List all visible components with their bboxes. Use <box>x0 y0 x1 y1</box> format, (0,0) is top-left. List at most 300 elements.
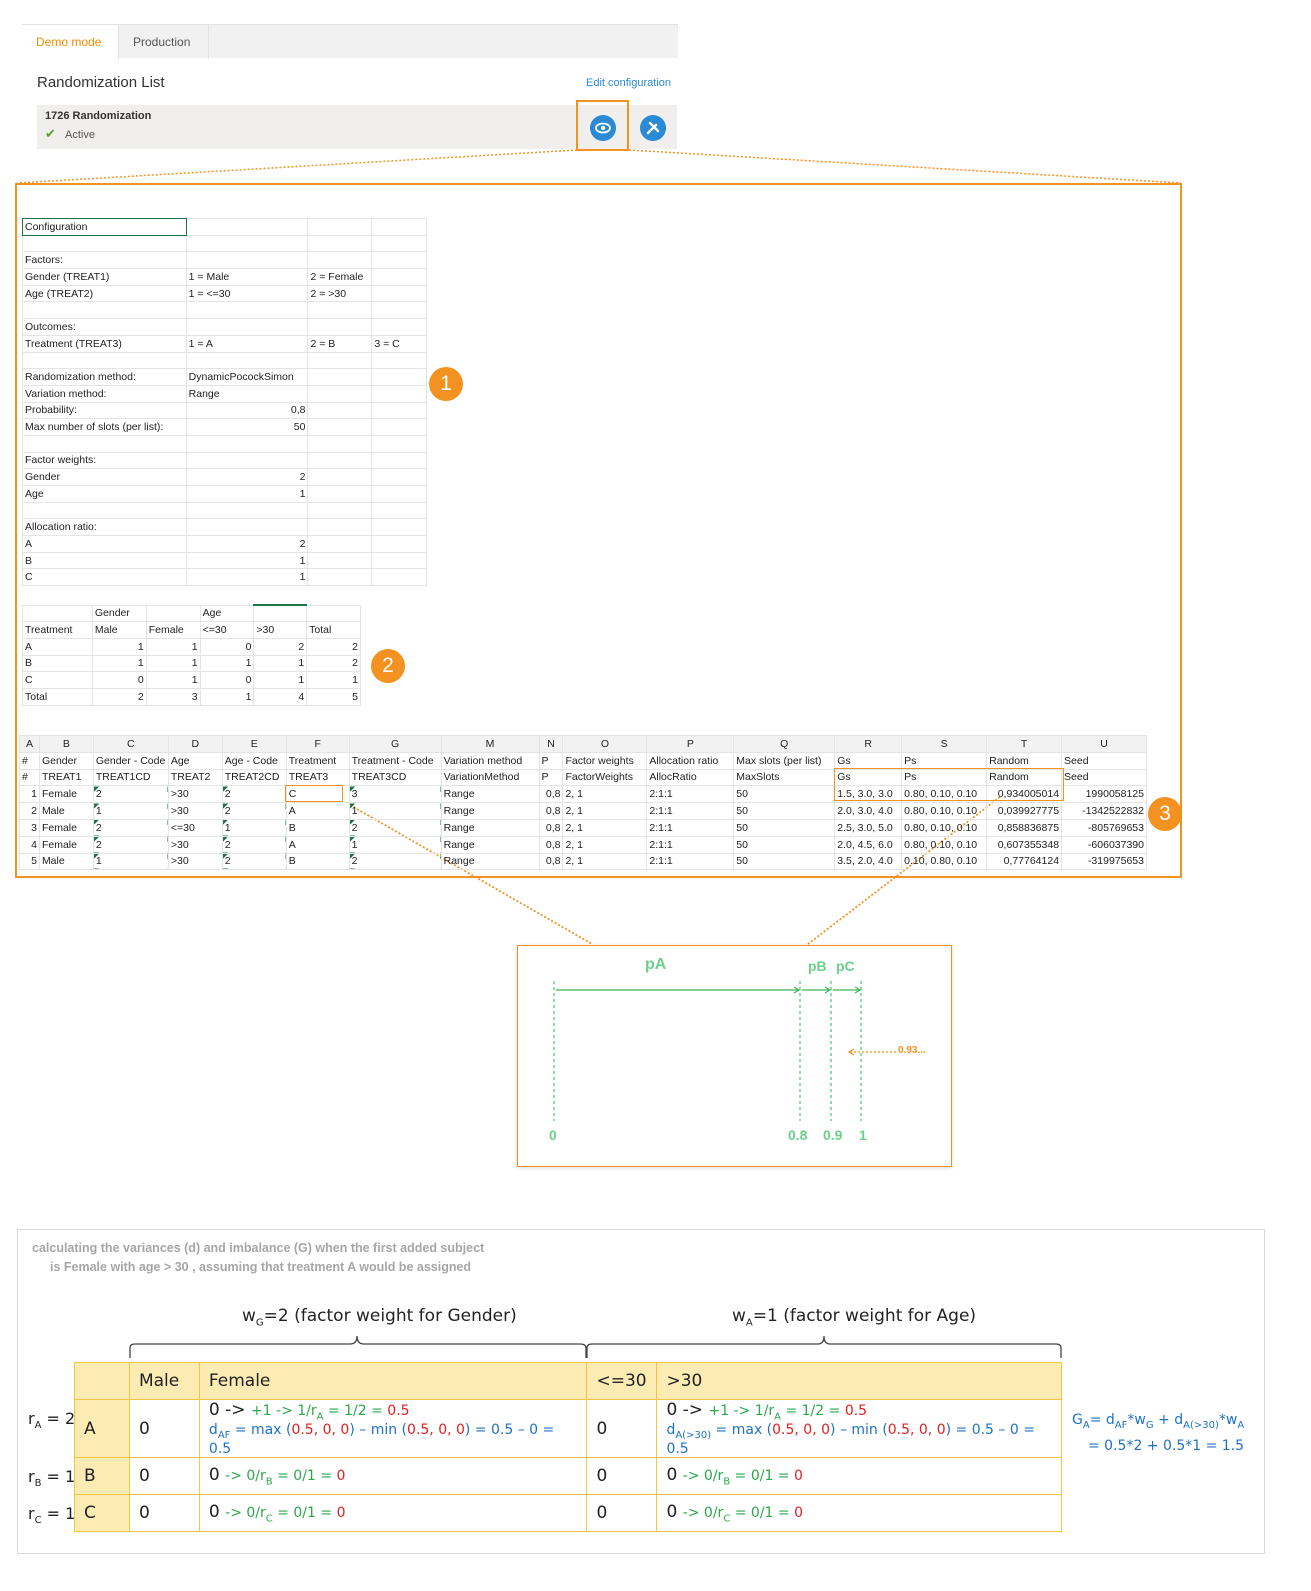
sheet-cell: Allocation ratio <box>647 752 734 769</box>
config-cell <box>372 369 427 386</box>
sheet-cell: B <box>286 853 349 870</box>
config-cell <box>308 435 372 452</box>
note-line-1: calculating the variances (d) and imbalance (G) when the first added subject <box>32 1241 485 1255</box>
config-cell <box>308 552 372 569</box>
sheet-cell: -319975653 <box>1062 853 1147 870</box>
cell-a-male: 0 <box>129 1400 199 1458</box>
config-cell <box>308 219 372 236</box>
config-cell <box>372 385 427 402</box>
config-cell: Configuration <box>23 219 187 236</box>
step-badge-3: 3 <box>1148 797 1182 831</box>
sheet-cell: Range <box>441 853 539 870</box>
sheet-cell: Seed <box>1062 769 1147 786</box>
imbalance-table <box>74 1362 1062 1532</box>
config-cell <box>372 502 427 519</box>
sheet-cell: Age - Code <box>222 752 286 769</box>
config-cell: 2 = B <box>308 335 372 352</box>
summary-cell: Age <box>200 605 254 622</box>
sheet-cell: Age <box>168 752 222 769</box>
sheet-cell: Male <box>39 803 93 820</box>
config-cell <box>308 469 372 486</box>
config-cell: C <box>23 569 187 586</box>
sheet-cell: Range <box>441 803 539 820</box>
note-line-2: is Female with age > 30 , assuming that treatment A would be assigned <box>50 1260 472 1274</box>
summary-cell: 1 <box>254 655 307 672</box>
probability-diagram <box>517 945 952 1167</box>
sheet-cell: A <box>286 803 349 820</box>
config-cell: Gender (TREAT1) <box>23 269 187 286</box>
config-cell: A <box>23 536 187 553</box>
summary-cell: 1 <box>92 638 146 655</box>
sheet-cell: Female <box>39 819 93 836</box>
config-cell: 1 = Male <box>186 269 308 286</box>
config-cell <box>308 319 372 336</box>
sheet-cell: S <box>902 736 987 753</box>
config-cell <box>308 369 372 386</box>
cell-c-female: $0 -> 0/r_C = 0/1 = 0$ <box>199 1495 587 1532</box>
pa-label: pA <box>645 956 667 973</box>
sheet-cell: 1 <box>93 803 168 820</box>
sheet-cell: TREAT2CD <box>222 769 286 786</box>
tick-0-8: 0.8 <box>788 1127 808 1143</box>
sheet-cell: 2.0, 3.0, 4.0 <box>835 803 902 820</box>
sheet-cell: 2, 1 <box>563 819 647 836</box>
summary-table <box>22 604 361 706</box>
cell-a-gt30: $0 -> +1 -> 1/r_A = 1/2 = 0.5$ $d_{A(>30)} = \max (0.5$, 0, 0) – min (0.5, 0, 0) = 0.5 – 0 = 0.5 <box>657 1400 1062 1458</box>
summary-cell: 4 <box>254 688 307 705</box>
sheet-cell: VariationMethod <box>441 769 539 786</box>
config-cell <box>186 452 308 469</box>
sheet-cell: Female <box>39 786 93 803</box>
config-cell: 1 <box>186 569 308 586</box>
sheet-cell: 50 <box>734 786 835 803</box>
config-cell <box>308 419 372 436</box>
summary-cell: 0 <box>200 672 254 689</box>
sheet-cell: 1 <box>20 786 40 803</box>
config-cell: Treatment (TREAT3) <box>23 335 187 352</box>
config-cell <box>308 519 372 536</box>
summary-cell: Total <box>307 622 361 639</box>
sheet-cell: Gs <box>835 769 902 786</box>
sheet-cell: >30 <box>168 803 222 820</box>
summary-cell: 2 <box>307 638 361 655</box>
sheet-cell: 0,8 <box>539 786 563 803</box>
config-cell <box>186 219 308 236</box>
corner-cell <box>75 1363 130 1400</box>
sheet-cell: Seed <box>1062 752 1147 769</box>
gender-weight-label: $w_G=2$ (factor weight for Gender) <box>242 1306 517 1329</box>
summary-cell: >30 <box>254 622 307 639</box>
sheet-cell: Male <box>39 853 93 870</box>
sheet-cell: 50 <box>734 836 835 853</box>
config-cell <box>372 435 427 452</box>
sheet-cell: F <box>286 736 349 753</box>
sheet-cell: Gs <box>835 752 902 769</box>
config-cell: Range <box>186 385 308 402</box>
page-title: Randomization List <box>37 74 165 91</box>
sheet-cell: C <box>286 786 349 803</box>
sheet-cell: 0,934005014 <box>987 786 1062 803</box>
sheet-cell: >30 <box>168 836 222 853</box>
tick-0: 0 <box>549 1127 557 1143</box>
sheet-cell: 0,858836875 <box>987 819 1062 836</box>
config-cell <box>372 402 427 419</box>
sheet-cell: 2 <box>222 803 286 820</box>
config-cell: Outcomes: <box>23 319 187 336</box>
cell-c-le30: 0 <box>587 1495 657 1532</box>
config-cell <box>186 302 308 319</box>
config-cell: 1 <box>186 486 308 503</box>
imbalance-formula: $G_A= d_{AF}*w_G + d_{A(>30)}*w_A$ = 0.5*2 + 0.5*1 = 1.5 <box>1072 1412 1245 1454</box>
cell-b-female: $0 -> 0/r_B = 0/1 = 0$ <box>199 1458 587 1495</box>
summary-cell: Female <box>146 622 200 639</box>
sheet-cell: 2 <box>222 836 286 853</box>
config-cell <box>186 519 308 536</box>
summary-cell: B <box>23 655 93 672</box>
summary-cell <box>146 605 200 622</box>
sheet-cell: 4 <box>20 836 40 853</box>
sheet-cell: 2 <box>222 853 286 870</box>
sheet-cell: 1990058125 <box>1062 786 1147 803</box>
sheet-cell: Treatment - Code <box>349 752 441 769</box>
sheet-cell: P <box>539 769 563 786</box>
sheet-cell: 0,8 <box>539 803 563 820</box>
config-cell: 2 = >30 <box>308 285 372 302</box>
sheet-cell: 0,8 <box>539 819 563 836</box>
sheet-cell: 1 <box>93 853 168 870</box>
config-cell <box>372 486 427 503</box>
config-cell: 50 <box>186 419 308 436</box>
header-female: Female <box>199 1363 587 1400</box>
config-cell: Probability: <box>23 402 187 419</box>
sheet-cell: TREAT3 <box>286 769 349 786</box>
config-cell <box>372 269 427 286</box>
sheet-cell: -606037390 <box>1062 836 1147 853</box>
config-cell <box>308 385 372 402</box>
summary-cell: Male <box>92 622 146 639</box>
sheet-cell: 3 <box>349 786 441 803</box>
config-cell <box>308 402 372 419</box>
summary-cell: 1 <box>146 672 200 689</box>
sheet-cell: 2.5, 3.0, 5.0 <box>835 819 902 836</box>
sheet-cell: M <box>441 736 539 753</box>
ratio-b: $r_B = 1$ <box>28 1467 76 1490</box>
sheet-cell: 50 <box>734 803 835 820</box>
sheet-cell: Female <box>39 836 93 853</box>
config-cell: Allocation ratio: <box>23 519 187 536</box>
sheet-cell: # <box>20 752 40 769</box>
sheet-cell: 2:1:1 <box>647 803 734 820</box>
summary-cell: 2 <box>307 655 361 672</box>
sheet-cell: MaxSlots <box>734 769 835 786</box>
summary-cell: 5 <box>307 688 361 705</box>
tab-production[interactable]: Production <box>119 25 209 59</box>
config-cell <box>308 502 372 519</box>
configuration-table <box>22 218 427 586</box>
sheet-cell: A <box>20 736 40 753</box>
sheet-cell: TREAT3CD <box>349 769 441 786</box>
sheet-cell: 2 <box>349 819 441 836</box>
config-cell: Age (TREAT2) <box>23 285 187 302</box>
calculation-note <box>32 1239 484 1277</box>
braces <box>125 1330 1070 1360</box>
sheet-cell: 2, 1 <box>563 786 647 803</box>
sheet-cell: 2:1:1 <box>647 819 734 836</box>
sheet-cell: 2 <box>93 836 168 853</box>
sheet-cell: P <box>647 736 734 753</box>
row-c-label: C <box>75 1495 130 1532</box>
summary-cell: 1 <box>146 638 200 655</box>
header-age-le30: <=30 <box>587 1363 657 1400</box>
summary-cell <box>307 605 361 622</box>
sheet-cell: 0.80, 0.10, 0.10 <box>902 819 987 836</box>
sheet-cell: 1 <box>349 803 441 820</box>
sheet-cell: 0.10, 0.80, 0.10 <box>902 853 987 870</box>
config-cell: 2 <box>186 536 308 553</box>
config-cell: Factors: <box>23 252 187 269</box>
cell-c-gt30: $0 -> 0/r_C = 0/1 = 0$ <box>657 1495 1062 1532</box>
sheet-cell: Gender <box>39 752 93 769</box>
sheet-cell: -805769653 <box>1062 819 1147 836</box>
sheet-cell: -1342522832 <box>1062 803 1147 820</box>
sheet-cell: 0,8 <box>539 853 563 870</box>
sheet-cell: G <box>349 736 441 753</box>
sheet-cell: 2.0, 4.5, 6.0 <box>835 836 902 853</box>
cell-b-le30: 0 <box>587 1458 657 1495</box>
sheet-cell: 1 <box>349 836 441 853</box>
sheet-cell: D <box>168 736 222 753</box>
sheet-cell: 0.80, 0.10, 0.10 <box>902 836 987 853</box>
config-cell: 1 = <=30 <box>186 285 308 302</box>
status-label: Active <box>65 129 95 141</box>
summary-cell: 0 <box>200 638 254 655</box>
treatment-highlight <box>285 785 343 802</box>
config-cell <box>372 536 427 553</box>
config-cell <box>372 352 427 369</box>
config-cell <box>186 235 308 252</box>
sheet-cell: 0,039927775 <box>987 803 1062 820</box>
sheet-cell: 2 <box>222 786 286 803</box>
config-cell: 2 = Female <box>308 269 372 286</box>
sheet-cell: <=30 <box>168 819 222 836</box>
summary-cell: Gender <box>92 605 146 622</box>
cell-b-male: 0 <box>129 1458 199 1495</box>
age-weight-label: $w_A=1$ (factor weight for Age) <box>732 1306 977 1329</box>
config-cell: 1 = A <box>186 335 308 352</box>
cell-c-male: 0 <box>129 1495 199 1532</box>
summary-cell: 2 <box>254 638 307 655</box>
ratio-a: $r_A = 2$ <box>28 1409 76 1432</box>
sheet-cell: Max slots (per list) <box>734 752 835 769</box>
config-cell <box>23 235 187 252</box>
sheet-cell: Ps <box>902 752 987 769</box>
sheet-cell: A <box>286 836 349 853</box>
config-cell: 0,8 <box>186 402 308 419</box>
sheet-cell: 2, 1 <box>563 853 647 870</box>
header-male: Male <box>129 1363 199 1400</box>
summary-cell: C <box>23 672 93 689</box>
summary-cell: A <box>23 638 93 655</box>
config-cell <box>372 519 427 536</box>
sheet-cell: Range <box>441 786 539 803</box>
config-cell <box>186 352 308 369</box>
summary-cell: 1 <box>92 655 146 672</box>
summary-cell: 1 <box>146 655 200 672</box>
config-cell <box>23 502 187 519</box>
config-cell <box>23 352 187 369</box>
cell-a-le30: 0 <box>587 1400 657 1458</box>
sheet-cell: Factor weights <box>563 752 647 769</box>
edit-configuration-link[interactable]: Edit configuration <box>586 77 671 89</box>
sheet-cell: U <box>1062 736 1147 753</box>
step-badge-1: 1 <box>429 367 463 401</box>
sheet-cell: Variation method <box>441 752 539 769</box>
sheet-cell: N <box>539 736 563 753</box>
sheet-cell: 2, 1 <box>563 836 647 853</box>
config-cell: Randomization method: <box>23 369 187 386</box>
config-cell <box>186 435 308 452</box>
sheet-cell: B <box>39 736 93 753</box>
tick-0-9: 0.9 <box>823 1127 843 1143</box>
sheet-cell: 2 <box>349 853 441 870</box>
config-cell <box>308 452 372 469</box>
probability-highlight <box>834 768 1064 801</box>
config-cell: DynamicPocockSimon <box>186 369 308 386</box>
config-cell <box>308 352 372 369</box>
pb-label: pB <box>808 958 827 974</box>
config-cell: 1 <box>186 552 308 569</box>
random-marker-label: 0.93... <box>898 1045 926 1056</box>
sheet-cell: 50 <box>734 819 835 836</box>
config-cell: Variation method: <box>23 385 187 402</box>
header-age-gt30: >30 <box>657 1363 1062 1400</box>
config-cell <box>372 569 427 586</box>
summary-cell: <=30 <box>200 622 254 639</box>
config-cell: Gender <box>23 469 187 486</box>
step-badge-2: 2 <box>371 649 405 683</box>
summary-cell: Total <box>23 688 93 705</box>
config-cell <box>23 302 187 319</box>
cell-b-gt30: $0 -> 0/r_B = 0/1 = 0$ <box>657 1458 1062 1495</box>
sheet-cell: Random <box>987 769 1062 786</box>
summary-cell <box>254 605 307 622</box>
config-cell <box>308 235 372 252</box>
probability-axis <box>518 946 953 1168</box>
sheet-cell: 0,77764124 <box>987 853 1062 870</box>
sheet-cell: 2:1:1 <box>647 786 734 803</box>
summary-cell: 1 <box>254 672 307 689</box>
sheet-cell: Q <box>734 736 835 753</box>
sheet-cell: 2 <box>93 786 168 803</box>
summary-cell: 1 <box>307 672 361 689</box>
config-cell <box>186 319 308 336</box>
sheet-cell: R <box>835 736 902 753</box>
config-cell: Factor weights: <box>23 452 187 469</box>
sheet-cell: 3.5, 2.0, 4.0 <box>835 853 902 870</box>
config-cell <box>186 252 308 269</box>
tick-1: 1 <box>859 1127 867 1143</box>
config-cell <box>372 419 427 436</box>
sheet-cell: E <box>222 736 286 753</box>
config-cell: 2 <box>186 469 308 486</box>
sheet-cell: O <box>563 736 647 753</box>
sheet-cell: FactorWeights <box>563 769 647 786</box>
sheet-cell: B <box>286 819 349 836</box>
sheet-cell: Range <box>441 819 539 836</box>
config-cell <box>372 302 427 319</box>
sheet-cell: >30 <box>168 786 222 803</box>
sheet-cell: 3 <box>20 819 40 836</box>
check-icon: ✔ <box>45 126 56 141</box>
sheet-cell: TREAT1CD <box>93 769 168 786</box>
sheet-cell: >30 <box>168 853 222 870</box>
sheet-cell: 1 <box>222 819 286 836</box>
config-cell <box>372 235 427 252</box>
config-cell <box>372 469 427 486</box>
sheet-cell: Ps <box>902 769 987 786</box>
summary-cell <box>23 605 93 622</box>
sheet-cell: # <box>20 769 40 786</box>
ratio-c: $r_C = 1$ <box>28 1504 76 1527</box>
config-cell <box>372 285 427 302</box>
config-cell: 3 = C <box>372 335 427 352</box>
config-cell: Max number of slots (per list): <box>23 419 187 436</box>
summary-cell: 1 <box>200 688 254 705</box>
config-cell <box>186 502 308 519</box>
sheet-cell: TREAT2 <box>168 769 222 786</box>
config-cell <box>308 569 372 586</box>
sheet-cell: 2, 1 <box>563 803 647 820</box>
sheet-cell: TREAT1 <box>39 769 93 786</box>
sheet-cell: Gender - Code <box>93 752 168 769</box>
tab-demo-mode[interactable]: Demo mode <box>22 25 119 59</box>
config-cell <box>372 552 427 569</box>
config-cell: Age <box>23 486 187 503</box>
summary-cell: 0 <box>92 672 146 689</box>
row-a-label: A <box>75 1400 130 1458</box>
randomization-sheet <box>19 735 1147 870</box>
summary-cell: 2 <box>92 688 146 705</box>
sheet-cell: AllocRatio <box>647 769 734 786</box>
config-cell <box>308 486 372 503</box>
summary-cell: 3 <box>146 688 200 705</box>
sheet-cell: 1.5, 3.0, 3.0 <box>835 786 902 803</box>
config-cell <box>372 452 427 469</box>
sheet-cell: 2:1:1 <box>647 853 734 870</box>
config-cell <box>372 319 427 336</box>
config-cell <box>308 302 372 319</box>
row-b-label: B <box>75 1458 130 1495</box>
summary-cell: Treatment <box>23 622 93 639</box>
sheet-cell: C <box>93 736 168 753</box>
config-cell <box>372 252 427 269</box>
sheet-cell: 50 <box>734 853 835 870</box>
randomization-name: 1726 Randomization <box>45 110 152 122</box>
config-cell <box>308 536 372 553</box>
sheet-cell: 0.80, 0.10, 0.10 <box>902 786 987 803</box>
sheet-cell: T <box>987 736 1062 753</box>
sheet-cell: P <box>539 752 563 769</box>
config-cell: B <box>23 552 187 569</box>
summary-cell: 1 <box>200 655 254 672</box>
sheet-cell: 2 <box>20 803 40 820</box>
config-cell <box>308 252 372 269</box>
sheet-cell: Random <box>987 752 1062 769</box>
config-cell <box>23 435 187 452</box>
sheet-cell: Range <box>441 836 539 853</box>
sheet-cell: Treatment <box>286 752 349 769</box>
sheet-cell: 2:1:1 <box>647 836 734 853</box>
